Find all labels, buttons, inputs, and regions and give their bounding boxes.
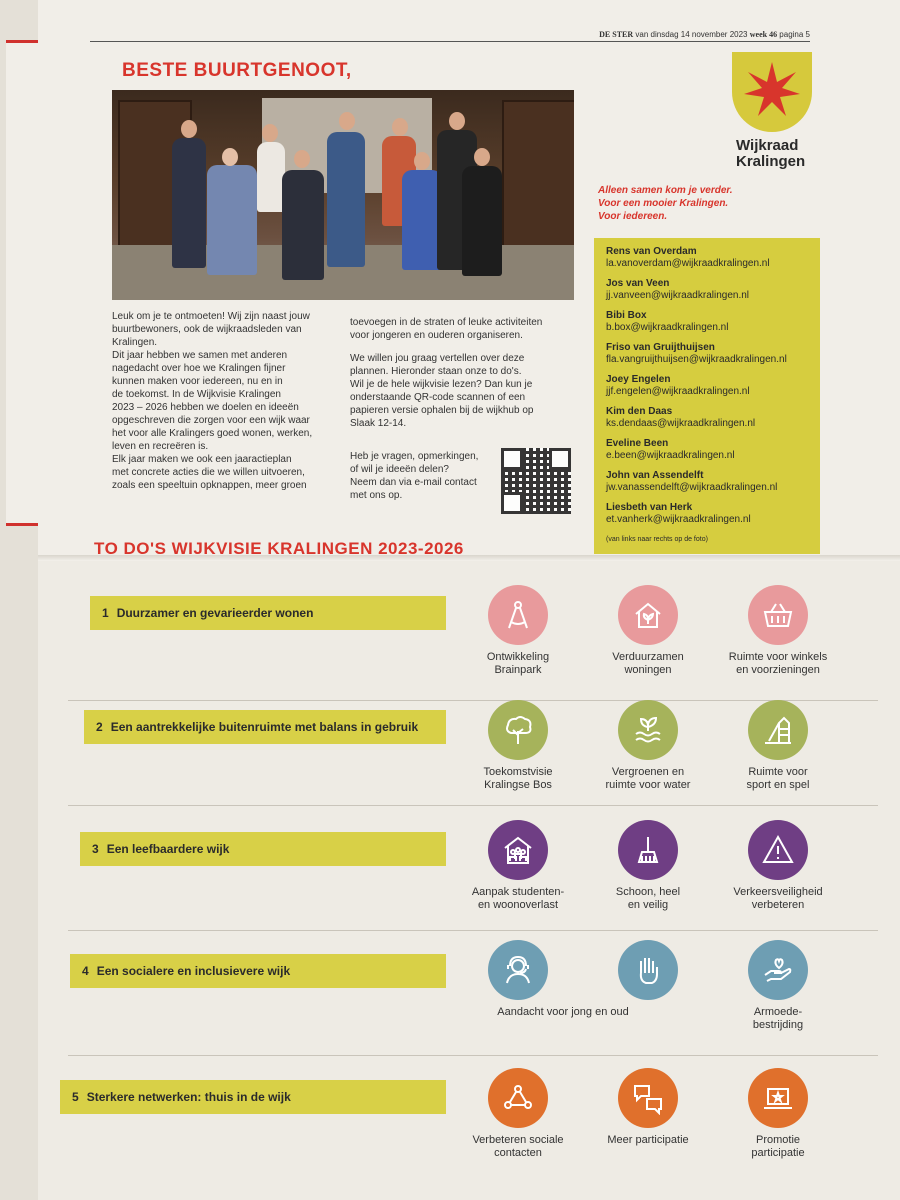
todo-band-title: Sterkere netwerken: thuis in de wijk xyxy=(86,1090,291,1104)
todo-band-3 xyxy=(80,832,446,866)
todo-item xyxy=(453,820,583,912)
playground-icon xyxy=(748,700,808,760)
intro-line: Dit jaar hebben we samen met anderen xyxy=(112,350,288,361)
intro-line: zoals een speeltuin opknappen, meer groen xyxy=(112,480,307,491)
todo-item-label: ruimte voor water xyxy=(605,779,691,791)
intro-line: 2023 – 2026 hebben we doelen en ideeën xyxy=(112,402,299,413)
todo-number: 1 xyxy=(102,606,109,620)
todo-item-label: Brainpark xyxy=(494,664,542,676)
todo-number: 5 xyxy=(72,1090,79,1104)
photo-head xyxy=(222,148,238,166)
todo-item xyxy=(583,940,713,1000)
intro-line: toevoegen in de straten of leuke activiteiten xyxy=(350,317,543,328)
contact-email[interactable]: ks.dendaas@wijkraadkralingen.nl xyxy=(606,418,756,429)
photo-head xyxy=(339,112,355,130)
todo-item-label: contacten xyxy=(494,1147,542,1159)
intro-line: Slaak 12-14. xyxy=(350,418,407,429)
contact-email[interactable]: jj.vanveen@wijkraadkralingen.nl xyxy=(606,290,750,301)
todo-item xyxy=(583,700,713,792)
intro-line: kunnen maken voor iedereen, nu en in xyxy=(112,376,283,387)
todo-band-title: Een leefbaardere wijk xyxy=(106,842,230,856)
contacts-box xyxy=(594,238,820,554)
qr-finder xyxy=(501,492,523,514)
contact-email[interactable]: jw.vanassendelft@wijkraadkralingen.nl xyxy=(606,482,778,493)
photo-door-right xyxy=(502,100,574,254)
todo-item xyxy=(453,700,583,792)
contact-name: Joey Engelen xyxy=(606,374,671,385)
intro-line: het voor alle Kralingers goed wonen, werken, xyxy=(112,428,313,439)
people-house-icon xyxy=(488,820,548,880)
todo-item xyxy=(453,1068,583,1160)
todo-item-label: verbeteren xyxy=(751,899,805,911)
todo-item-label: en woonoverlast xyxy=(477,899,559,911)
todo-band-1 xyxy=(90,596,446,630)
qr-finder xyxy=(549,448,571,470)
contact-name: Liesbeth van Herk xyxy=(606,502,693,513)
logo-line-2: Kralingen xyxy=(736,153,806,170)
intro-line: nagedacht over hoe we Kralingen fijner xyxy=(112,363,286,374)
photo-head xyxy=(294,150,310,168)
todo-item-label: Ruimte voor winkels xyxy=(728,651,828,663)
todo-item-label: bestrijding xyxy=(752,1019,804,1031)
logo-line-1: Wijkraad xyxy=(736,137,799,154)
contact-email[interactable]: fla.vangruijthuijsen@wijkraadkralingen.nl xyxy=(606,354,787,365)
todo-item xyxy=(713,585,843,677)
todo-item-label: woningen xyxy=(624,664,672,676)
contact-name: Friso van Gruijthuijsen xyxy=(606,342,715,353)
chat-bubbles-icon xyxy=(618,1068,678,1128)
newspaper-page xyxy=(38,0,900,1200)
contact-email[interactable]: et.vanherk@wijkraadkralingen.nl xyxy=(606,514,751,525)
todo-item xyxy=(713,940,843,1032)
contact-entry xyxy=(606,342,820,366)
photo-person xyxy=(327,132,365,267)
compass-icon xyxy=(488,585,548,645)
intro-line: leven en recreëren is. xyxy=(112,441,209,452)
todo-item xyxy=(713,820,843,912)
shopping-basket-icon xyxy=(748,585,808,645)
photo-person xyxy=(207,165,257,275)
todo-band-title: Duurzamer en gevarieerder wonen xyxy=(116,606,314,620)
todo-item-label: Verduurzamen xyxy=(612,651,684,663)
masthead xyxy=(90,30,810,42)
contact-name: Rens van Overdam xyxy=(606,246,697,257)
contact-email[interactable]: jjf.engelen@wijkraadkralingen.nl xyxy=(606,386,750,397)
headline: BESTE BUURTGENOOT, xyxy=(122,60,352,81)
star-icon xyxy=(742,60,802,120)
contact-name: John van Assendelft xyxy=(606,470,704,481)
contact-name: Jos van Veen xyxy=(606,278,670,289)
todo-item xyxy=(453,585,583,677)
group-photo xyxy=(112,90,574,300)
todo-item xyxy=(713,1068,843,1160)
todo-band-title: Een aantrekkelijke buitenruimte met balans in gebruik xyxy=(110,720,419,734)
tree-icon xyxy=(488,700,548,760)
contact-email[interactable]: b.box@wijkraadkralingen.nl xyxy=(606,322,729,333)
todo-item-label: Toekomstvisie xyxy=(483,766,553,778)
contact-entry xyxy=(606,310,820,334)
todo-item-label: Verkeersveiligheid xyxy=(733,886,823,898)
hand-icon xyxy=(618,940,678,1000)
paper-name: DE STER xyxy=(599,30,634,39)
contacts-note: (van links naar rechts op de foto) xyxy=(606,536,708,543)
contact-email[interactable]: e.been@wijkraadkralingen.nl xyxy=(606,450,735,461)
contact-entry xyxy=(606,470,820,494)
todo-number: 2 xyxy=(96,720,103,734)
photo-person xyxy=(462,166,502,276)
page-number: pagina 5 xyxy=(779,30,810,39)
todo-item xyxy=(453,940,629,1019)
intro-column-1 xyxy=(112,310,342,492)
todo-band-title: Een socialere en inclusievere wijk xyxy=(96,964,291,978)
slogan xyxy=(598,184,733,223)
todo-item xyxy=(583,1068,713,1147)
network-icon xyxy=(488,1068,548,1128)
todo-item-label: Meer participatie xyxy=(607,1134,689,1146)
intro-line: Neem dan via e-mail contact xyxy=(350,477,477,488)
intro-line: voor jongeren en ouderen organiseren. xyxy=(350,330,523,341)
photo-head xyxy=(181,120,197,138)
todo-item-label: Aanpak studenten- xyxy=(471,886,565,898)
contact-entry xyxy=(606,438,820,462)
intro-line: met ons op. xyxy=(350,490,403,501)
todo-band-4 xyxy=(70,954,446,988)
warning-icon xyxy=(748,820,808,880)
hand-heart-icon xyxy=(748,940,808,1000)
intro-line: opgeschreven die zorgen voor een wijk waar xyxy=(112,415,310,426)
row-divider xyxy=(68,1055,878,1056)
photo-head xyxy=(449,112,465,130)
intro-line: of wil je ideeën delen? xyxy=(350,464,449,475)
todo-item-label: Promotie xyxy=(755,1134,801,1146)
contact-name: Bibi Box xyxy=(606,310,647,321)
slogan-line: Voor iedereen. xyxy=(598,211,668,222)
contact-name: Eveline Been xyxy=(606,438,669,449)
photo-person xyxy=(172,138,206,268)
photo-head xyxy=(262,124,278,142)
qr-finder xyxy=(501,448,523,470)
laptop-icon xyxy=(748,1068,808,1128)
contact-entry xyxy=(606,406,820,430)
todo-item xyxy=(583,585,713,677)
todo-item-label: Kralingse Bos xyxy=(484,779,552,791)
contact-entry xyxy=(606,246,820,270)
intro-line: We willen jou graag vertellen over deze xyxy=(350,353,525,364)
intro-line: papieren versie ophalen bij de wijkhub op xyxy=(350,405,534,416)
row-divider xyxy=(68,805,878,806)
todo-item-label: en veilig xyxy=(627,899,669,911)
broom-icon xyxy=(618,820,678,880)
todo-title: TO DO'S WIJKVISIE KRALINGEN 2023-2026 xyxy=(94,539,464,558)
todo-number: 3 xyxy=(92,842,99,856)
issue-week: week 46 xyxy=(749,30,778,39)
intro-line: de toekomst. In de Wijkvisie Kralingen xyxy=(112,389,281,400)
headset-person-icon xyxy=(488,940,548,1000)
intro-line: Wil je de hele wijkvisie lezen? Dan kun je xyxy=(350,379,533,390)
todo-item-label: Ruimte voor xyxy=(748,766,808,778)
contact-email[interactable]: la.vanoverdam@wijkraadkralingen.nl xyxy=(606,258,770,269)
contact-entry xyxy=(606,374,820,398)
issue-date: van dinsdag 14 november 2023 xyxy=(635,30,748,39)
photo-head xyxy=(414,152,430,170)
todo-item-label: Schoon, heel xyxy=(615,886,681,898)
todo-item-label: participatie xyxy=(751,1147,805,1159)
todo-band-5 xyxy=(60,1080,446,1114)
intro-line: Kralingen. xyxy=(112,337,158,348)
slogan-line: Alleen samen kom je verder. xyxy=(598,185,733,196)
wijkraad-logo-shield xyxy=(732,52,812,132)
photo-person xyxy=(257,142,285,212)
qr-code[interactable] xyxy=(501,448,571,514)
slogan-line: Voor een mooier Kralingen. xyxy=(598,198,729,209)
todo-item xyxy=(713,700,843,792)
todo-item-label: en voorzieningen xyxy=(736,664,820,676)
photo-head xyxy=(474,148,490,166)
photo-head xyxy=(392,118,408,136)
plant-water-icon xyxy=(618,700,678,760)
todo-item-label: Verbeteren sociale xyxy=(472,1134,564,1146)
todo-number: 4 xyxy=(82,964,89,978)
photo-person xyxy=(402,170,442,270)
house-leaf-icon xyxy=(618,585,678,645)
intro-line: buurtbewoners, ook de wijkraadsleden van xyxy=(112,324,302,335)
todo-item-label: Ontwikkeling xyxy=(486,651,550,663)
row-divider xyxy=(68,930,878,931)
todo-band-2 xyxy=(84,710,446,744)
contact-name: Kim den Daas xyxy=(606,406,673,417)
intro-line: Elk jaar maken we ook een jaaractieplan xyxy=(112,454,292,465)
todo-item xyxy=(583,820,713,912)
contact-entry xyxy=(606,502,820,526)
intro-line: Leuk om je te ontmoeten! Wij zijn naast jouw xyxy=(112,311,310,322)
intro-line: Heb je vragen, opmerkingen, xyxy=(350,451,479,462)
intro-line: onderstaande QR-code scannen of een xyxy=(350,392,526,403)
todo-item-label: Vergroenen en xyxy=(611,766,685,778)
todo-item-label: Aandacht voor jong en oud xyxy=(497,1006,629,1018)
todo-item-label: Armoede- xyxy=(753,1006,803,1018)
contact-entry xyxy=(606,278,820,302)
todo-item-label: sport en spel xyxy=(746,779,810,791)
logo-text xyxy=(736,138,805,170)
photo-person xyxy=(282,170,324,280)
intro-line: met concrete acties die we willen uitvoeren, xyxy=(112,467,305,478)
intro-line: plannen. Hieronder staan onze to do's. xyxy=(350,366,522,377)
